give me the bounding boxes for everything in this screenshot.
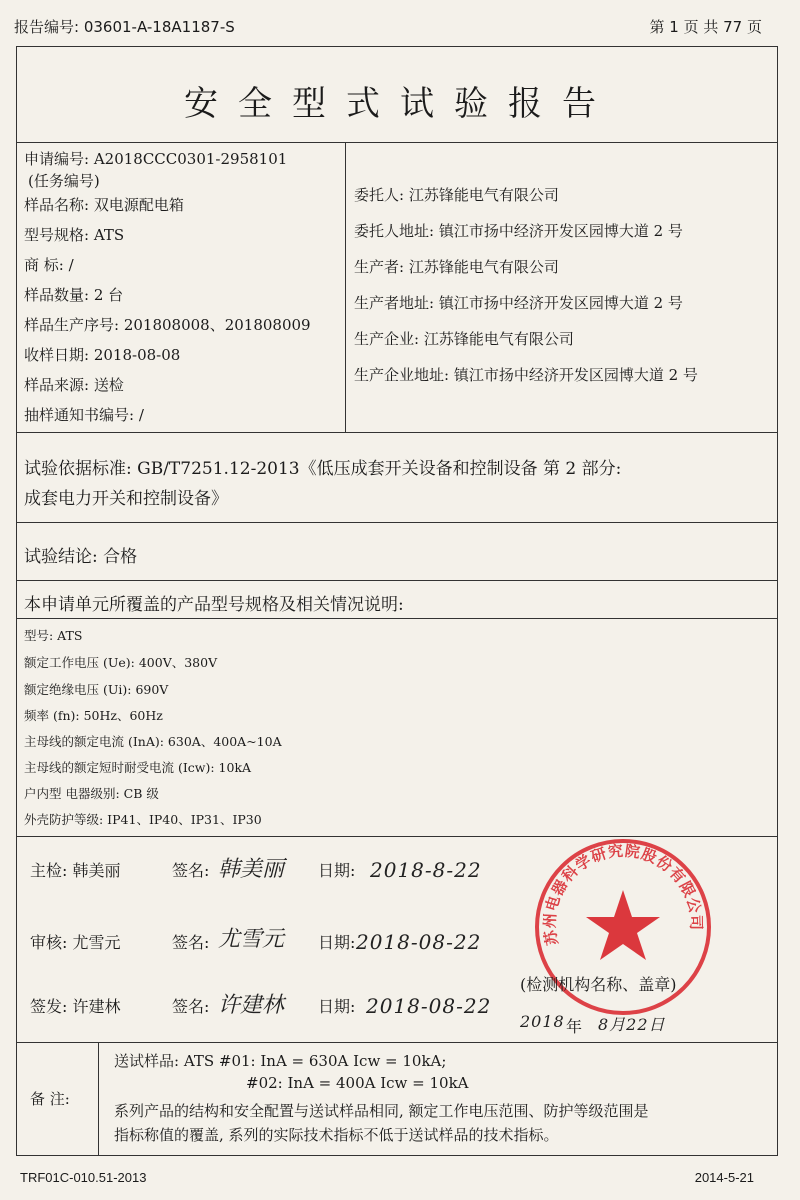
info-column-divider <box>345 142 346 432</box>
reviewer-label: 审核: 尤雪元 <box>30 933 121 952</box>
remarks-line1: 送试样品: ATS #01: InA = 630A Icw = 10kA; <box>114 1052 447 1070</box>
seal-star-icon <box>586 890 660 960</box>
sign-label: 签名: <box>172 997 210 1016</box>
sample-serial: 样品生产序号: 201808008、201808009 <box>24 316 311 334</box>
test-standard-line2: 成套电力开关和控制设备》 <box>24 489 228 509</box>
date-label: 日期: <box>318 861 356 880</box>
form-date: 2014-5-21 <box>694 1170 754 1185</box>
test-conclusion: 试验结论: 合格 <box>24 547 138 567</box>
trademark: 商 标: / <box>24 256 74 274</box>
coverage-line: 额定绝缘电压 (Ui): 690V <box>24 682 169 697</box>
remarks-line2: #02: InA = 400A Icw = 10kA <box>246 1074 469 1092</box>
report-title: 安全型式试验报告 <box>184 84 616 124</box>
remarks-label: 备 注: <box>30 1090 70 1108</box>
date-label: 日期: <box>318 933 356 952</box>
issuer-signature: 许建林 <box>218 993 285 1018</box>
date-label: 日期: <box>318 997 356 1016</box>
received-date: 收样日期: 2018-08-08 <box>24 346 181 364</box>
inspector-date: 2018-8-22 <box>370 858 482 882</box>
remarks-column-divider <box>98 1042 99 1156</box>
manufacturer-address: 生产者地址: 镇江市扬中经济开发区园博大道 2 号 <box>354 294 683 312</box>
coverage-line: 外壳防护等级: IP41、IP40、IP31、IP30 <box>24 812 262 827</box>
remarks-line3: 系列产品的结构和安全配置与送试样品相同, 额定工作电压范围、防护等级范围是 <box>114 1102 649 1120</box>
reviewer-signature: 尤雪元 <box>218 927 285 952</box>
seal-text: 苏州电器科学研究院股份有限公司 <box>540 841 706 947</box>
report-number: 报告编号: 03601-A-18A1187-S <box>14 18 235 36</box>
task-number: (任务编号) <box>28 172 100 190</box>
divider <box>16 580 778 581</box>
coverage-line: 型号: ATS <box>24 628 83 643</box>
sample-quantity: 样品数量: 2 台 <box>24 286 124 304</box>
form-number: TRF01C-010.51-2013 <box>20 1170 147 1185</box>
seal-date-year-unit: 年 <box>566 1017 583 1036</box>
test-standard-line1: 试验依据标准: GB/T7251.12-2013《低压成套开关设备和控制设备 第 2 部分: <box>24 459 622 479</box>
manufacturer: 生产者: 江苏锋能电气有限公司 <box>354 258 559 276</box>
seal-date-year: 2018 <box>520 1012 565 1031</box>
seal-caption: (检测机构名称、盖章) <box>520 975 677 994</box>
coverage-line: 主母线的额定电流 (InA): 630A、400A~10A <box>24 734 282 749</box>
divider <box>16 142 778 143</box>
inspector-label: 主检: 韩美丽 <box>30 861 121 880</box>
coverage-heading: 本申请单元所覆盖的产品型号规格及相关情况说明: <box>24 595 404 615</box>
sampling-notice: 抽样通知书编号: / <box>24 406 144 424</box>
issuer-label: 签发: 许建林 <box>30 997 121 1016</box>
application-number: 申请编号: A2018CCC0301-2958101 <box>24 150 288 168</box>
client: 委托人: 江苏锋能电气有限公司 <box>354 186 559 204</box>
coverage-line: 额定工作电压 (Ue): 400V、380V <box>24 655 218 670</box>
sample-source: 样品来源: 送检 <box>24 376 124 394</box>
divider <box>16 522 778 523</box>
divider <box>16 618 778 619</box>
coverage-line: 户内型 电器级别: CB 级 <box>24 786 159 801</box>
factory-address: 生产企业地址: 镇江市扬中经济开发区园博大道 2 号 <box>354 366 698 384</box>
divider <box>16 1042 778 1043</box>
model-spec: 型号规格: ATS <box>24 226 125 244</box>
sign-label: 签名: <box>172 933 210 952</box>
seal-date-month-day: 8月22日 <box>598 1015 666 1034</box>
issuer-date: 2018-08-22 <box>366 994 492 1018</box>
reviewer-date: 2018-08-22 <box>356 930 482 954</box>
factory: 生产企业: 江苏锋能电气有限公司 <box>354 330 574 348</box>
client-address: 委托人地址: 镇江市扬中经济开发区园博大道 2 号 <box>354 222 683 240</box>
inspector-signature: 韩美丽 <box>218 857 285 882</box>
page-info: 第 1 页 共 77 页 <box>649 18 762 36</box>
sample-name: 样品名称: 双电源配电箱 <box>24 196 184 214</box>
sign-label: 签名: <box>172 861 210 880</box>
coverage-line: 频率 (fn): 50Hz、60Hz <box>24 708 163 723</box>
divider <box>16 432 778 433</box>
coverage-line: 主母线的额定短时耐受电流 (Icw): 10kA <box>24 760 252 775</box>
remarks-line4: 指标称值的覆盖, 系列的实际技术指标不低于送试样品的技术指标。 <box>114 1126 559 1144</box>
